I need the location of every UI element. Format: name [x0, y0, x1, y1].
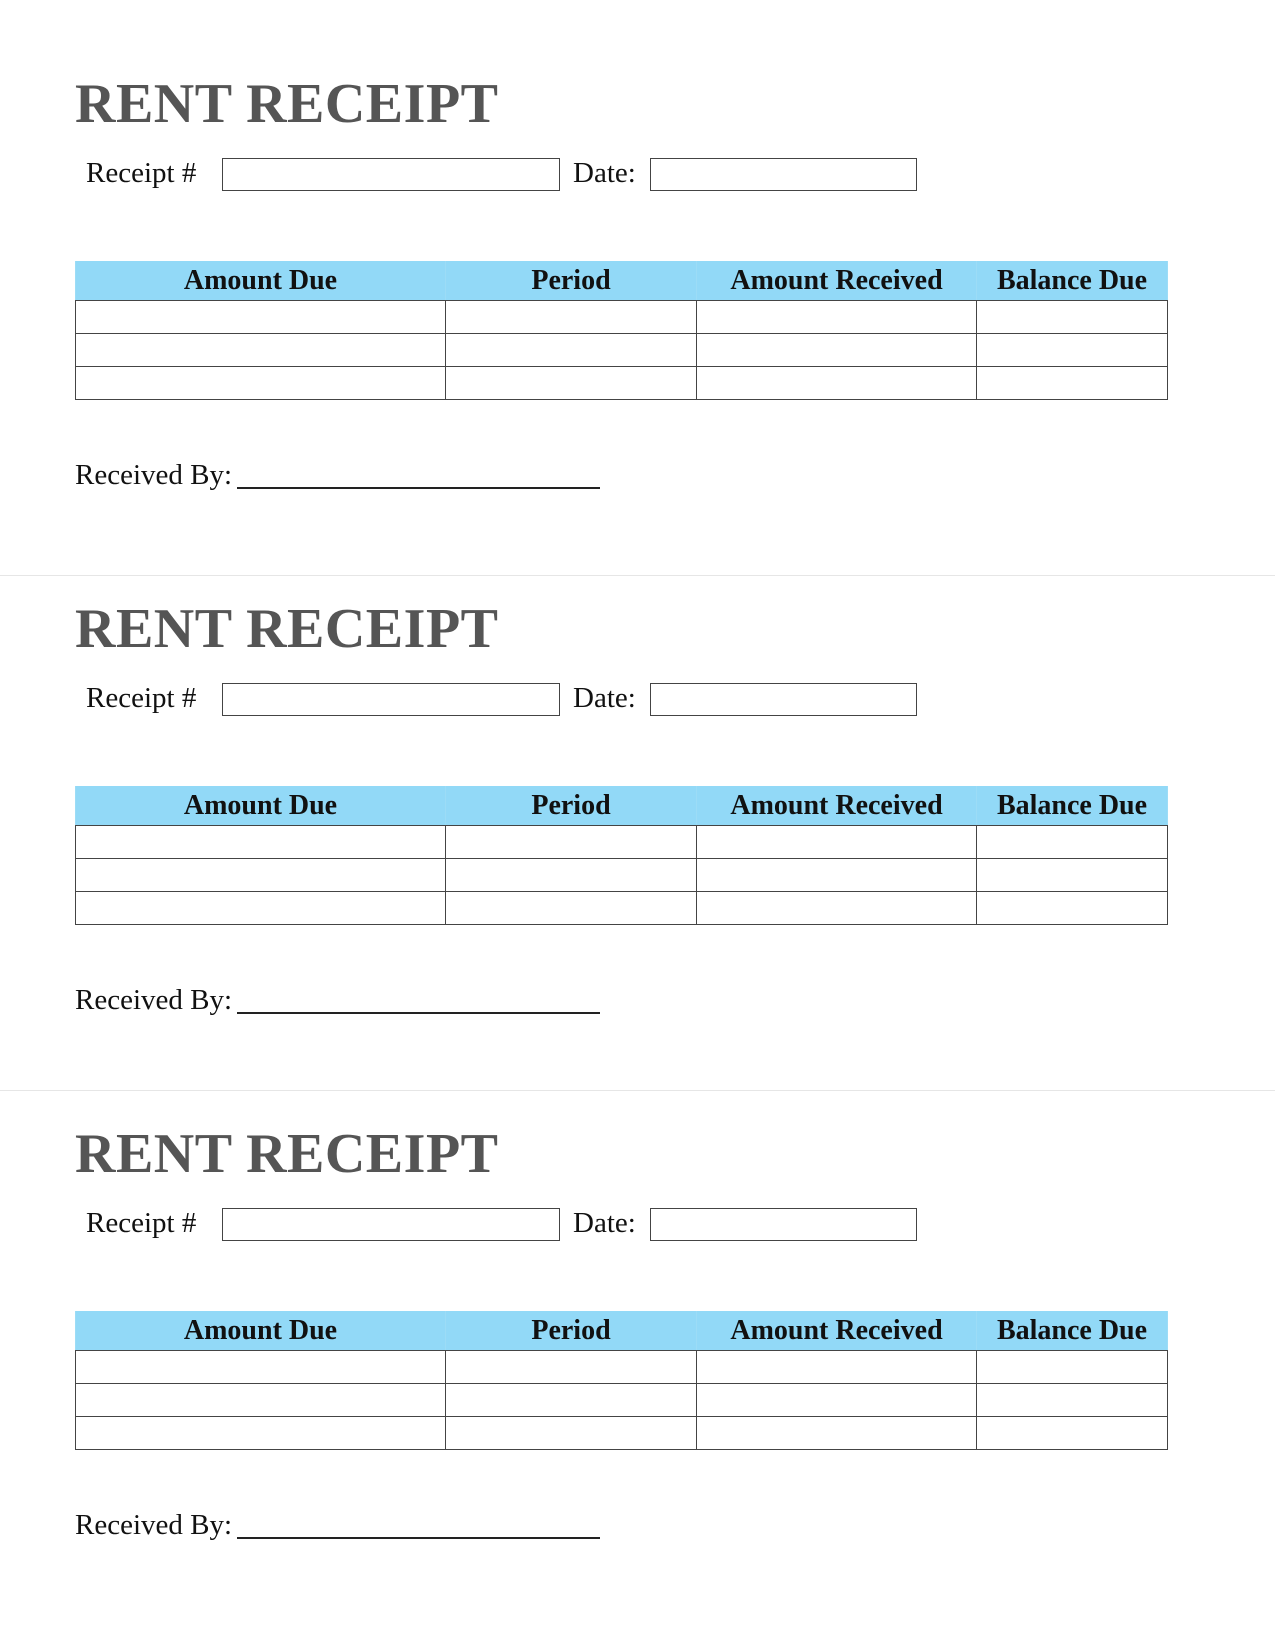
- column-header-amount-due: Amount Due: [76, 786, 446, 826]
- received-by-label: Received By:: [75, 459, 233, 491]
- table-header-row: [76, 261, 1168, 301]
- receipt-number-field[interactable]: [222, 683, 560, 716]
- receipt-number-field[interactable]: [222, 1208, 560, 1241]
- period-cell[interactable]: [446, 892, 697, 925]
- received-by-signature-line[interactable]: [237, 1537, 600, 1539]
- amount-due-cell[interactable]: [76, 826, 446, 859]
- date-field[interactable]: [650, 158, 917, 191]
- rent-receipt-3: [0, 1050, 1275, 1550]
- amount-received-cell[interactable]: [697, 826, 977, 859]
- column-header-amount-received: Amount Received: [697, 261, 977, 301]
- amount-received-cell[interactable]: [697, 1384, 977, 1417]
- balance-due-cell[interactable]: [977, 301, 1168, 334]
- table-header-row: [76, 786, 1168, 826]
- balance-due-cell[interactable]: [977, 1384, 1168, 1417]
- table-header-row: [76, 1311, 1168, 1351]
- amount-due-cell[interactable]: [76, 1384, 446, 1417]
- received-by-label: Received By:: [75, 1509, 233, 1541]
- column-header-period: Period: [446, 1311, 697, 1351]
- amount-received-cell[interactable]: [697, 301, 977, 334]
- balance-due-cell[interactable]: [977, 892, 1168, 925]
- amount-received-cell[interactable]: [697, 859, 977, 892]
- date-field[interactable]: [650, 1208, 917, 1241]
- column-header-balance-due: Balance Due: [977, 1311, 1168, 1351]
- column-header-amount-received: Amount Received: [697, 786, 977, 826]
- column-header-amount-received: Amount Received: [697, 1311, 977, 1351]
- amount-due-cell[interactable]: [76, 1351, 446, 1384]
- table-row: [76, 367, 1168, 400]
- column-header-period: Period: [446, 786, 697, 826]
- column-header-amount-due: Amount Due: [76, 261, 446, 301]
- amount-received-cell[interactable]: [697, 334, 977, 367]
- amount-due-cell[interactable]: [76, 892, 446, 925]
- period-cell[interactable]: [446, 826, 697, 859]
- table-row: [76, 1384, 1168, 1417]
- table-row: [76, 892, 1168, 925]
- table-row: [76, 1351, 1168, 1384]
- receipt-title: RENT RECEIPT: [75, 1123, 499, 1185]
- balance-due-cell[interactable]: [977, 1351, 1168, 1384]
- receipt-title: RENT RECEIPT: [75, 598, 499, 660]
- period-cell[interactable]: [446, 859, 697, 892]
- rent-receipt-2: [0, 525, 1275, 1025]
- period-cell[interactable]: [446, 1384, 697, 1417]
- period-cell[interactable]: [446, 1351, 697, 1384]
- table-row: [76, 334, 1168, 367]
- date-label: Date:: [573, 682, 636, 714]
- payment-table: [75, 786, 1168, 925]
- table-row: [76, 826, 1168, 859]
- amount-due-cell[interactable]: [76, 859, 446, 892]
- column-header-balance-due: Balance Due: [977, 786, 1168, 826]
- table-row: [76, 859, 1168, 892]
- date-field[interactable]: [650, 683, 917, 716]
- payment-table: [75, 1311, 1168, 1450]
- balance-due-cell[interactable]: [977, 1417, 1168, 1450]
- period-cell[interactable]: [446, 334, 697, 367]
- amount-due-cell[interactable]: [76, 367, 446, 400]
- date-label: Date:: [573, 1207, 636, 1239]
- received-by-signature-line[interactable]: [237, 487, 600, 489]
- date-label: Date:: [573, 157, 636, 189]
- column-header-balance-due: Balance Due: [977, 261, 1168, 301]
- receipt-number-label: Receipt #: [86, 1207, 197, 1239]
- period-cell[interactable]: [446, 301, 697, 334]
- payment-table: [75, 261, 1168, 400]
- amount-due-cell[interactable]: [76, 334, 446, 367]
- receipt-title: RENT RECEIPT: [75, 73, 499, 135]
- balance-due-cell[interactable]: [977, 859, 1168, 892]
- period-cell[interactable]: [446, 1417, 697, 1450]
- balance-due-cell[interactable]: [977, 334, 1168, 367]
- receipt-number-label: Receipt #: [86, 682, 197, 714]
- receipt-number-field[interactable]: [222, 158, 560, 191]
- amount-received-cell[interactable]: [697, 1417, 977, 1450]
- column-header-period: Period: [446, 261, 697, 301]
- table-row: [76, 1417, 1168, 1450]
- receipt-number-label: Receipt #: [86, 157, 197, 189]
- rent-receipt-1: [0, 0, 1275, 500]
- column-header-amount-due: Amount Due: [76, 1311, 446, 1351]
- balance-due-cell[interactable]: [977, 826, 1168, 859]
- period-cell[interactable]: [446, 367, 697, 400]
- balance-due-cell[interactable]: [977, 367, 1168, 400]
- received-by-signature-line[interactable]: [237, 1012, 600, 1014]
- amount-due-cell[interactable]: [76, 1417, 446, 1450]
- amount-received-cell[interactable]: [697, 892, 977, 925]
- received-by-label: Received By:: [75, 984, 233, 1016]
- amount-received-cell[interactable]: [697, 1351, 977, 1384]
- amount-due-cell[interactable]: [76, 301, 446, 334]
- amount-received-cell[interactable]: [697, 367, 977, 400]
- table-row: [76, 301, 1168, 334]
